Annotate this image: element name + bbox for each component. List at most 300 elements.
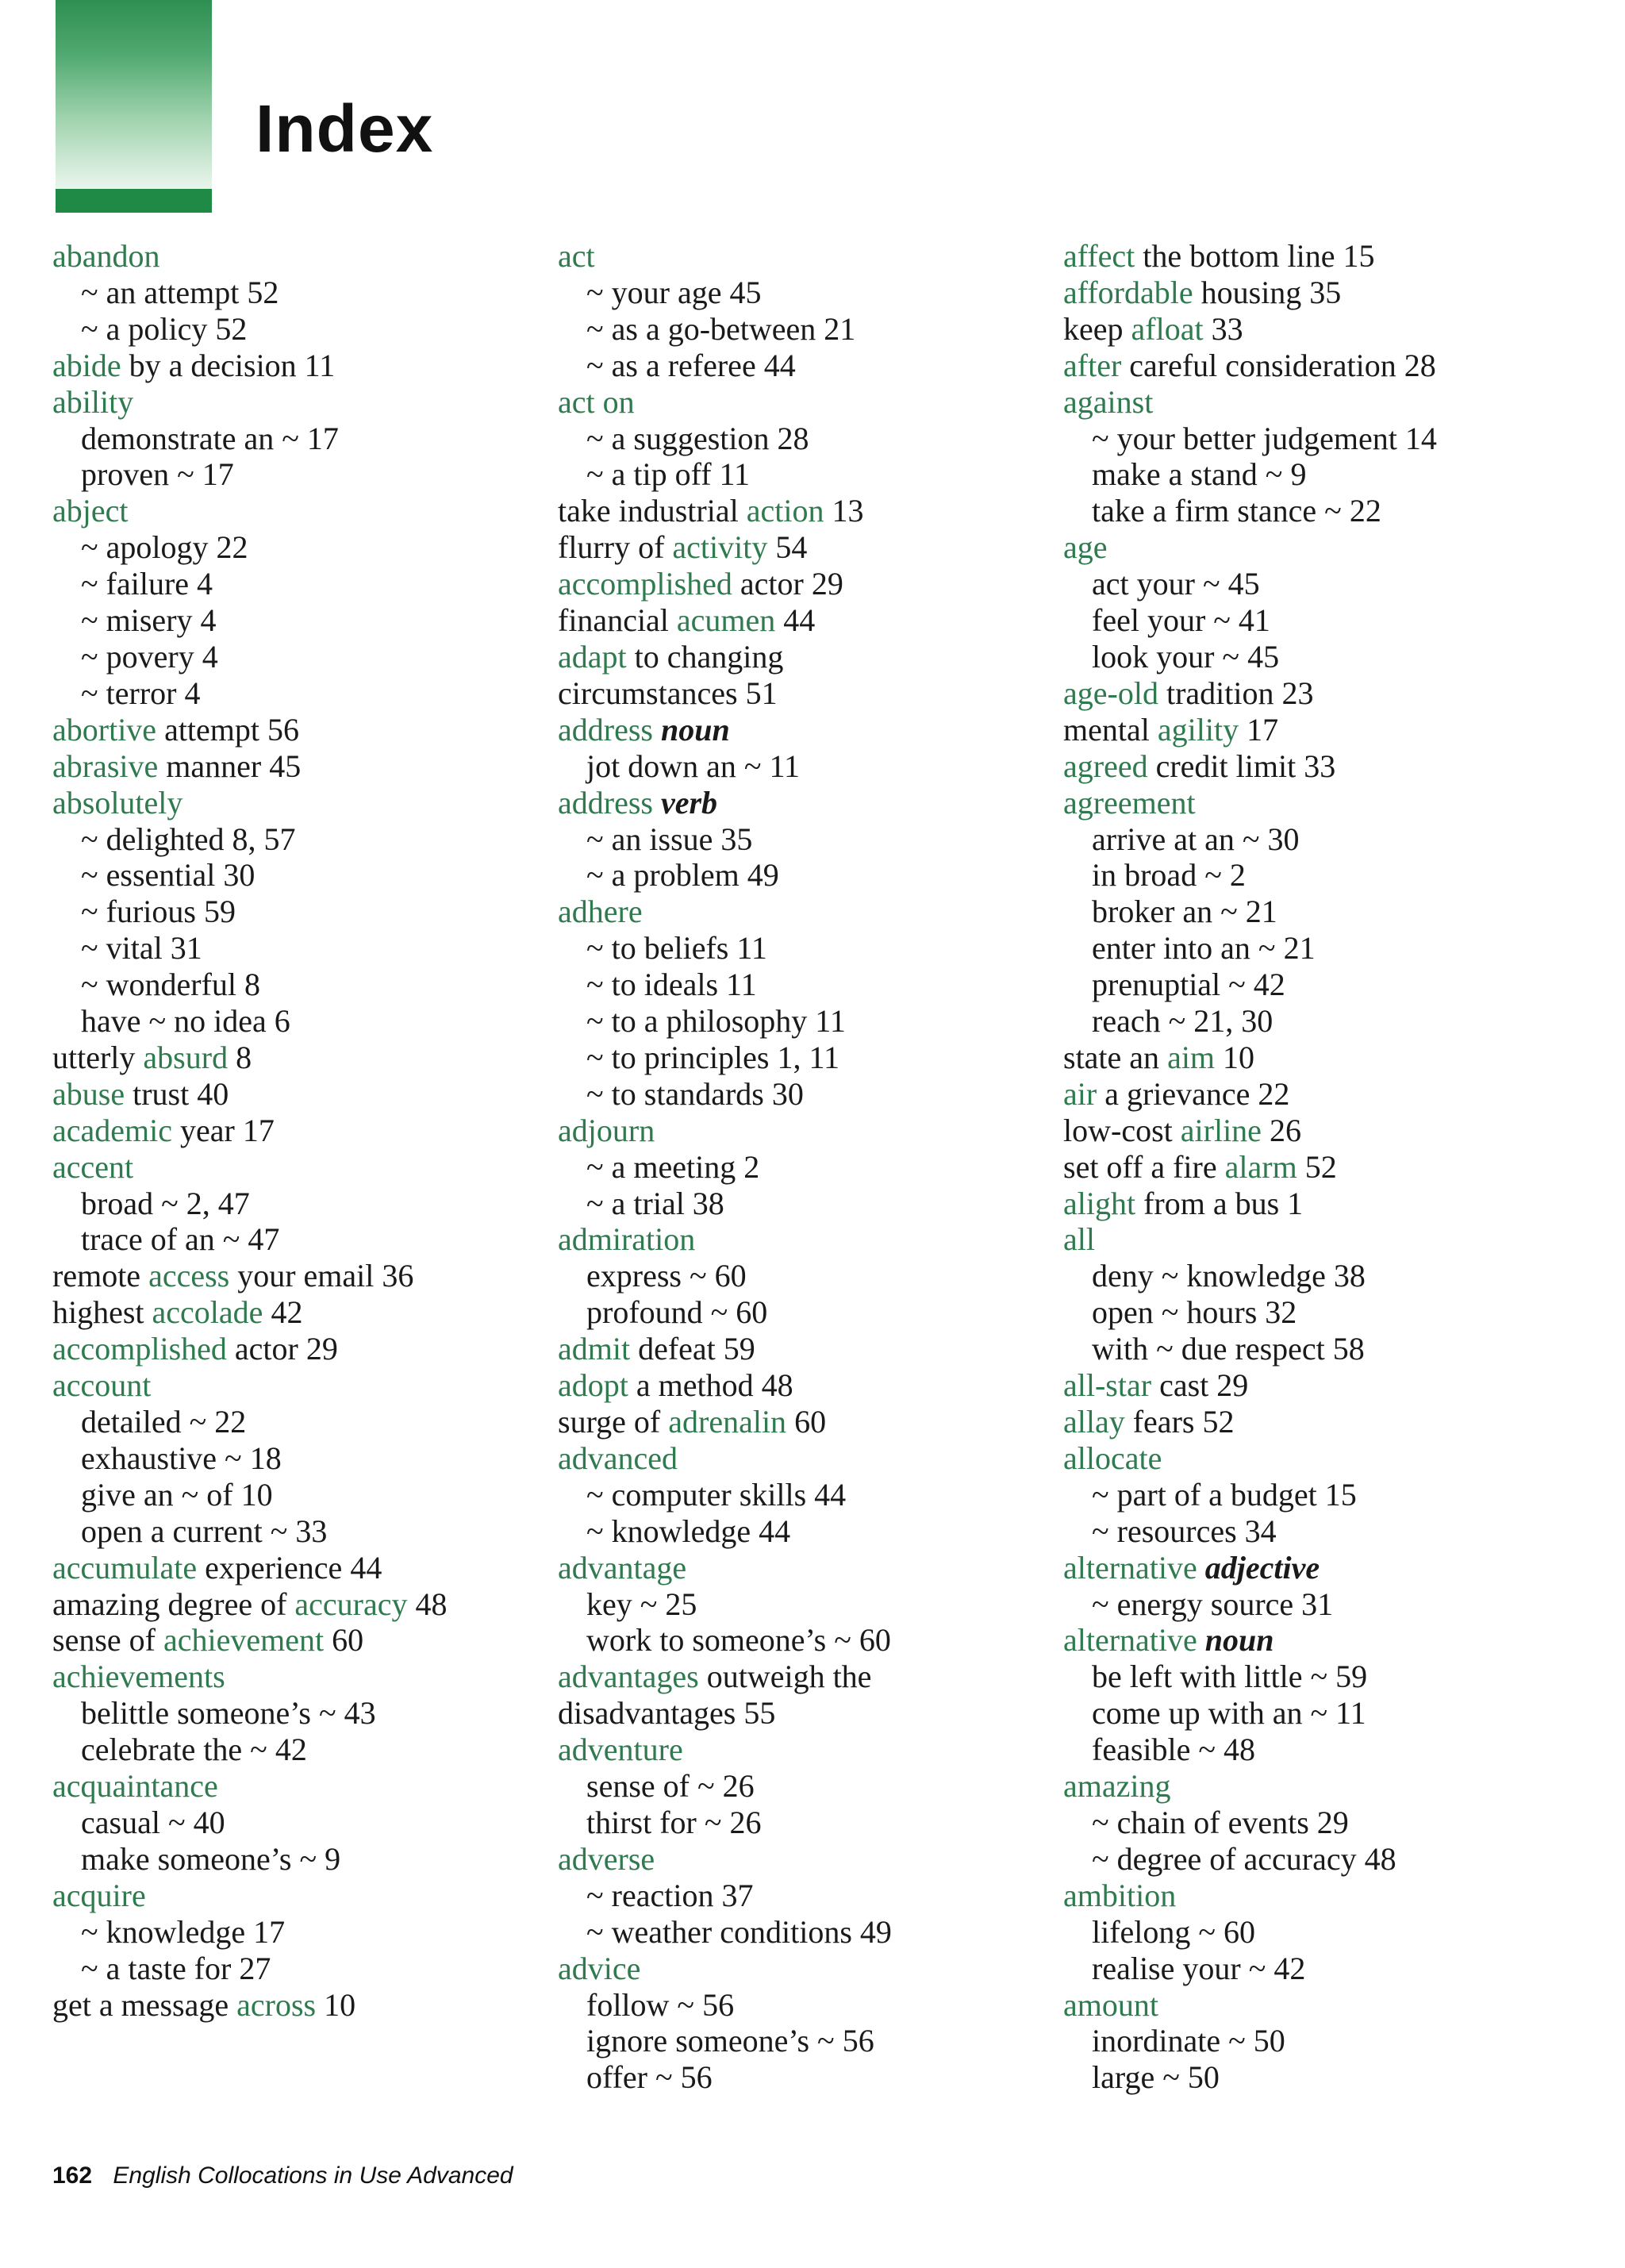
index-entry (558, 639, 892, 675)
headword: agreed (1063, 748, 1148, 784)
entry-text: celebrate the ~ 42 (81, 1732, 307, 1768)
index-subentry (1063, 602, 1437, 639)
index-entry (52, 1622, 447, 1659)
entry-text: deny ~ knowledge 38 (1092, 1258, 1366, 1294)
headword: acquaintance (52, 1768, 218, 1805)
index-subentry (1063, 456, 1437, 493)
entry-text: ~ knowledge 17 (81, 1913, 286, 1950)
index-entry (558, 602, 892, 639)
headword: act on (558, 383, 635, 420)
entry-text: to changing (626, 638, 784, 675)
entry-text: housing 35 (1193, 274, 1342, 310)
index-column-1 (52, 238, 447, 2023)
headword: action (746, 493, 824, 529)
index-subentry (1063, 421, 1437, 457)
index-subentry (1063, 1586, 1437, 1623)
headword: absurd (143, 1039, 229, 1075)
entry-text: set off a fire (1063, 1148, 1225, 1185)
headword: ambition (1063, 1877, 1177, 1913)
index-entry (1063, 384, 1437, 421)
index-entry (1063, 1076, 1437, 1113)
entry-text: offer ~ 56 (586, 2059, 713, 2096)
index-entry (52, 1987, 447, 2024)
entry-text: feel your ~ 41 (1092, 602, 1270, 639)
index-subentry (52, 1805, 447, 1841)
index-subentry (52, 1440, 447, 1477)
entry-text: ~ to a philosophy 11 (586, 1003, 846, 1040)
index-entry (1063, 1221, 1437, 1258)
index-subentry (52, 894, 447, 930)
index-subentry (52, 602, 447, 639)
index-subentry (1063, 1294, 1437, 1331)
part-of-speech: noun (660, 711, 730, 748)
index-subentry (52, 529, 447, 566)
headword: adverse (558, 1840, 655, 1877)
index-entry (558, 1659, 892, 1695)
headword: adopt (558, 1367, 628, 1404)
headword: amount (1063, 1986, 1158, 2023)
index-subentry (558, 456, 892, 493)
entry-text: ignore someone’s ~ 56 (586, 2023, 874, 2059)
entry-text: feasible ~ 48 (1092, 1732, 1256, 1768)
index-entry (558, 785, 892, 821)
entry-text: ~ misery 4 (81, 602, 217, 639)
index-entry (558, 238, 892, 275)
entry-text: ~ to principles 1, 11 (586, 1039, 840, 1075)
headword: achievements (52, 1659, 225, 1695)
index-entry (1063, 712, 1437, 748)
headword: adventure (558, 1732, 683, 1768)
index-entry (52, 712, 447, 748)
entry-text: highest (52, 1294, 152, 1331)
entry-text: give an ~ of 10 (81, 1476, 273, 1513)
entry-text: make someone’s ~ 9 (81, 1840, 341, 1877)
entry-text: jot down an ~ 11 (586, 748, 801, 784)
entry-text: 60 (324, 1622, 364, 1659)
entry-text: reach ~ 21, 30 (1092, 1003, 1273, 1040)
entry-text: financial (558, 602, 677, 639)
index-entry (558, 1367, 892, 1404)
headword: accomplished (52, 1331, 227, 1367)
index-entry (52, 785, 447, 821)
part-of-speech: verb (660, 784, 718, 821)
index-subentry (52, 421, 447, 457)
entry-text: your email 36 (229, 1258, 414, 1294)
index-subentry (558, 1622, 892, 1659)
index-entry (52, 1113, 447, 1149)
entry-text: ~ resources 34 (1092, 1513, 1277, 1549)
index-entry (52, 1040, 447, 1076)
entry-text: actor 29 (732, 566, 843, 602)
entry-text: year 17 (172, 1112, 275, 1148)
headword: alternative (1063, 1549, 1205, 1586)
headword: adapt (558, 638, 627, 675)
headword: afloat (1131, 310, 1204, 347)
headword: abrasive (52, 748, 159, 784)
index-entry (1063, 238, 1437, 275)
index-subentry (558, 1914, 892, 1951)
index-subentry (558, 1186, 892, 1222)
index-entry (1063, 1622, 1437, 1659)
entry-text: state an (1063, 1039, 1168, 1075)
entry-text: ~ to ideals 11 (586, 967, 757, 1003)
headword: air (1063, 1075, 1097, 1112)
headword: adhere (558, 894, 643, 930)
headword: abortive (52, 711, 157, 748)
entry-text: ~ your age 45 (586, 274, 762, 310)
entry-text: ~ a suggestion 28 (586, 420, 809, 456)
index-entry (558, 1113, 892, 1149)
index-entry (558, 712, 892, 748)
index-subentry (558, 311, 892, 348)
headword: act (558, 238, 595, 274)
entry-text: mental (1063, 711, 1158, 748)
index-subentry (1063, 639, 1437, 675)
index-subentry (52, 456, 447, 493)
entry-text: open a current ~ 33 (81, 1513, 328, 1549)
headword: amazing (1063, 1768, 1171, 1805)
headword: ability (52, 383, 134, 420)
entry-text: with ~ due respect 58 (1092, 1331, 1365, 1367)
headword: abuse (52, 1075, 125, 1112)
headword: address (558, 784, 661, 821)
entry-text: credit limit 33 (1147, 748, 1336, 784)
index-entry (52, 1367, 447, 1404)
index-entry (52, 1659, 447, 1695)
entry-text: detailed ~ 22 (81, 1404, 247, 1440)
index-column-3 (1063, 238, 1437, 2096)
page-footer (52, 2162, 513, 2189)
index-entry (1063, 1113, 1437, 1149)
entry-text: actor 29 (226, 1331, 338, 1367)
index-subentry (1063, 857, 1437, 894)
index-subentry (558, 1076, 892, 1113)
index-subentry (52, 1477, 447, 1513)
entry-text: arrive at an ~ 30 (1092, 821, 1300, 857)
headword: allay (1063, 1404, 1125, 1440)
headword: activity (672, 529, 768, 566)
entry-text: the bottom line 15 (1135, 238, 1375, 274)
entry-text: get a message (52, 1986, 237, 2023)
index-subentry (1063, 967, 1437, 1003)
entry-text: realise your ~ 42 (1092, 1950, 1306, 1986)
headword: acquire (52, 1877, 146, 1913)
headword: adrenalin (668, 1404, 787, 1440)
index-subentry (52, 857, 447, 894)
index-subentry (52, 275, 447, 311)
entry-text: fears 52 (1124, 1404, 1235, 1440)
index-subentry (1063, 1513, 1437, 1550)
entry-text: low-cost (1063, 1112, 1181, 1148)
entry-text: ~ apology 22 (81, 529, 248, 566)
index-entry (52, 1258, 447, 1294)
index-entry (52, 493, 447, 529)
entry-text: thirst for ~ 26 (586, 1804, 762, 1840)
entry-text: ~ to beliefs 11 (586, 930, 767, 967)
index-subentry (1063, 1258, 1437, 1294)
entry-text: ~ knowledge 44 (586, 1513, 791, 1549)
index-subentry (52, 1513, 447, 1550)
entry-text: follow ~ 56 (586, 1986, 735, 2023)
entry-text: demonstrate an ~ 17 (81, 420, 339, 456)
index-subentry (558, 967, 892, 1003)
index-entry (558, 1951, 892, 1987)
index-entry (1063, 675, 1437, 712)
index-subentry (1063, 1659, 1437, 1695)
headword: agility (1157, 711, 1239, 748)
headword: aim (1167, 1039, 1216, 1075)
index-subentry (558, 2059, 892, 2096)
entry-text: ~ essential 30 (81, 857, 255, 894)
index-entry (1063, 1878, 1437, 1914)
headword: account (52, 1367, 152, 1404)
index-subentry (558, 1477, 892, 1513)
entry-text: circumstances 51 (558, 675, 778, 711)
entry-text: act your ~ 45 (1092, 566, 1260, 602)
index-entry (558, 1732, 892, 1768)
entry-text: flurry of (558, 529, 673, 566)
entry-text: lifelong ~ 60 (1092, 1913, 1256, 1950)
headword: adjourn (558, 1112, 655, 1148)
entry-text: ~ a trial 38 (586, 1185, 724, 1221)
entry-text: sense of (52, 1622, 163, 1659)
index-entry (558, 1221, 892, 1258)
entry-text: key ~ 25 (586, 1586, 697, 1622)
index-subentry (52, 1003, 447, 1040)
entry-text: ~ delighted 8, 57 (81, 821, 296, 857)
index-entry (1063, 1186, 1437, 1222)
index-subentry (558, 1987, 892, 2024)
entry-text: defeat 59 (630, 1331, 755, 1367)
headword: accomplished (558, 566, 732, 602)
entry-text: ~ chain of events 29 (1092, 1804, 1349, 1840)
entry-text: make a stand ~ 9 (1092, 456, 1307, 493)
headword: after (1063, 347, 1122, 383)
entry-text: ~ energy source 31 (1092, 1586, 1334, 1622)
headword: academic (52, 1112, 172, 1148)
index-entry (52, 748, 447, 785)
index-subentry (52, 1732, 447, 1768)
headword: airline (1180, 1112, 1262, 1148)
entry-text: ~ part of a budget 15 (1092, 1476, 1357, 1513)
entry-text: casual ~ 40 (81, 1804, 225, 1840)
index-entry (52, 1586, 447, 1623)
index-subentry (558, 348, 892, 384)
index-entry (1063, 275, 1437, 311)
entry-text: ~ weather conditions 49 (586, 1913, 892, 1950)
entry-text: manner 45 (158, 748, 302, 784)
entry-text: be left with little ~ 59 (1092, 1659, 1368, 1695)
part-of-speech: adjective (1204, 1549, 1320, 1586)
entry-text: express ~ 60 (586, 1258, 747, 1294)
index-subentry (52, 1186, 447, 1222)
index-entry (52, 1550, 447, 1586)
entry-text: sense of ~ 26 (586, 1768, 755, 1805)
entry-text: ~ computer skills 44 (586, 1476, 847, 1513)
entry-text: utterly (52, 1039, 144, 1075)
index-subentry (1063, 493, 1437, 529)
headword: access (148, 1258, 230, 1294)
entry-text: broker an ~ 21 (1092, 894, 1277, 930)
index-column-2 (558, 238, 892, 2096)
index-entry (558, 1695, 892, 1732)
index-entry (1063, 1040, 1437, 1076)
index-subentry (52, 1951, 447, 1987)
index-entry (1063, 1367, 1437, 1404)
index-subentry (558, 821, 892, 858)
entry-text: exhaustive ~ 18 (81, 1440, 282, 1476)
index-subentry (52, 675, 447, 712)
entry-text: outweigh the (698, 1659, 872, 1695)
entry-text: 26 (1261, 1112, 1301, 1148)
index-subentry (558, 1294, 892, 1331)
entry-text: 48 (407, 1586, 448, 1622)
index-entry (52, 384, 447, 421)
entry-text: take industrial (558, 493, 747, 529)
headword: all (1063, 1221, 1095, 1258)
index-subentry (52, 1914, 447, 1951)
headword: acumen (676, 602, 776, 639)
index-entry (1063, 1768, 1437, 1805)
page-title: Index (255, 91, 434, 166)
index-subentry (1063, 894, 1437, 930)
entry-text: ~ a tip off 11 (586, 456, 751, 493)
index-subentry (558, 2023, 892, 2059)
entry-text: broad ~ 2, 47 (81, 1185, 250, 1221)
entry-text: ~ as a referee 44 (586, 347, 796, 383)
index-subentry (52, 639, 447, 675)
entry-text: 17 (1239, 711, 1279, 748)
index-subentry (1063, 2059, 1437, 2096)
index-subentry (558, 857, 892, 894)
entry-text: 44 (775, 602, 816, 639)
index-subentry (1063, 1732, 1437, 1768)
entry-text: ~ wonderful 8 (81, 967, 261, 1003)
index-subentry (1063, 1841, 1437, 1878)
entry-text: surge of (558, 1404, 669, 1440)
entry-text: come up with an ~ 11 (1092, 1695, 1366, 1732)
index-entry (52, 348, 447, 384)
index-entry (52, 1149, 447, 1186)
entry-text: trace of an ~ 47 (81, 1221, 280, 1258)
headword: allocate (1063, 1440, 1162, 1476)
index-entry (52, 1331, 447, 1367)
entry-text: 54 (767, 529, 808, 566)
entry-text: 52 (1297, 1148, 1337, 1185)
index-entry (52, 1878, 447, 1914)
index-entry (558, 675, 892, 712)
headword: alternative (1063, 1622, 1205, 1659)
header-accent-bar (56, 189, 212, 213)
index-entry (52, 1294, 447, 1331)
index-subentry (558, 1040, 892, 1076)
index-entry (1063, 1440, 1437, 1477)
index-entry (1063, 748, 1437, 785)
entry-text: experience 44 (197, 1549, 382, 1586)
index-subentry (1063, 1331, 1437, 1367)
headword: achievement (163, 1622, 325, 1659)
index-entry (558, 529, 892, 566)
entry-text: ~ a meeting 2 (586, 1148, 760, 1185)
index-subentry (52, 1841, 447, 1878)
index-subentry (1063, 930, 1437, 967)
entry-text: ~ an issue 35 (586, 821, 753, 857)
entry-text: enter into an ~ 21 (1092, 930, 1316, 967)
index-subentry (52, 930, 447, 967)
entry-text: ~ reaction 37 (586, 1877, 754, 1913)
entry-text: 8 (228, 1039, 252, 1075)
index-subentry (52, 1404, 447, 1440)
index-subentry (558, 421, 892, 457)
index-subentry (1063, 1951, 1437, 1987)
index-entry (558, 1550, 892, 1586)
headword: accuracy (294, 1586, 408, 1622)
index-subentry (558, 1768, 892, 1805)
index-subentry (1063, 2023, 1437, 2059)
headword: age-old (1063, 675, 1158, 711)
headword: advice (558, 1950, 641, 1986)
entry-text: take a firm stance ~ 22 (1092, 493, 1381, 529)
index-subentry (52, 1221, 447, 1258)
index-entry (1063, 1550, 1437, 1586)
entry-text: ~ an attempt 52 (81, 274, 279, 310)
book-title: English Collocations in Use Advanced (113, 2162, 513, 2189)
index-subentry (558, 275, 892, 311)
headword: advanced (558, 1440, 678, 1476)
entry-text: ~ degree of accuracy 48 (1092, 1840, 1396, 1877)
index-entry (1063, 529, 1437, 566)
headword: abandon (52, 238, 160, 274)
entry-text: tradition 23 (1158, 675, 1314, 711)
index-entry (1063, 1987, 1437, 2024)
entry-text: disadvantages 55 (558, 1695, 776, 1732)
index-entry (1063, 1404, 1437, 1440)
index-subentry (558, 1003, 892, 1040)
index-subentry (52, 821, 447, 858)
entry-text: ~ your better judgement 14 (1092, 420, 1437, 456)
headword: accent (52, 1148, 134, 1185)
headword: alight (1063, 1185, 1136, 1221)
index-subentry (1063, 1695, 1437, 1732)
index-subentry (558, 748, 892, 785)
index-entry (558, 894, 892, 930)
index-entry (1063, 785, 1437, 821)
index-entry (1063, 1149, 1437, 1186)
index-entry (52, 1768, 447, 1805)
entry-text: ~ povery 4 (81, 638, 218, 675)
header-decoration (56, 0, 212, 213)
entry-text: attempt 56 (156, 711, 300, 748)
entry-text: ~ as a go-between 21 (586, 310, 856, 347)
entry-text: have ~ no idea 6 (81, 1003, 290, 1040)
headword: address (558, 711, 661, 748)
entry-text: 10 (1215, 1039, 1255, 1075)
entry-text: a grievance 22 (1097, 1075, 1290, 1112)
entry-text: 42 (263, 1294, 303, 1331)
index-entry (558, 493, 892, 529)
index-entry (558, 1440, 892, 1477)
index-subentry (52, 1695, 447, 1732)
index-entry (558, 1331, 892, 1367)
index-entry (558, 384, 892, 421)
index-subentry (1063, 1914, 1437, 1951)
index-subentry (1063, 821, 1437, 858)
entry-text: ~ a policy 52 (81, 310, 248, 347)
index-subentry (558, 930, 892, 967)
entry-text: in broad ~ 2 (1092, 857, 1246, 894)
index-subentry (558, 1149, 892, 1186)
index-subentry (558, 1586, 892, 1623)
